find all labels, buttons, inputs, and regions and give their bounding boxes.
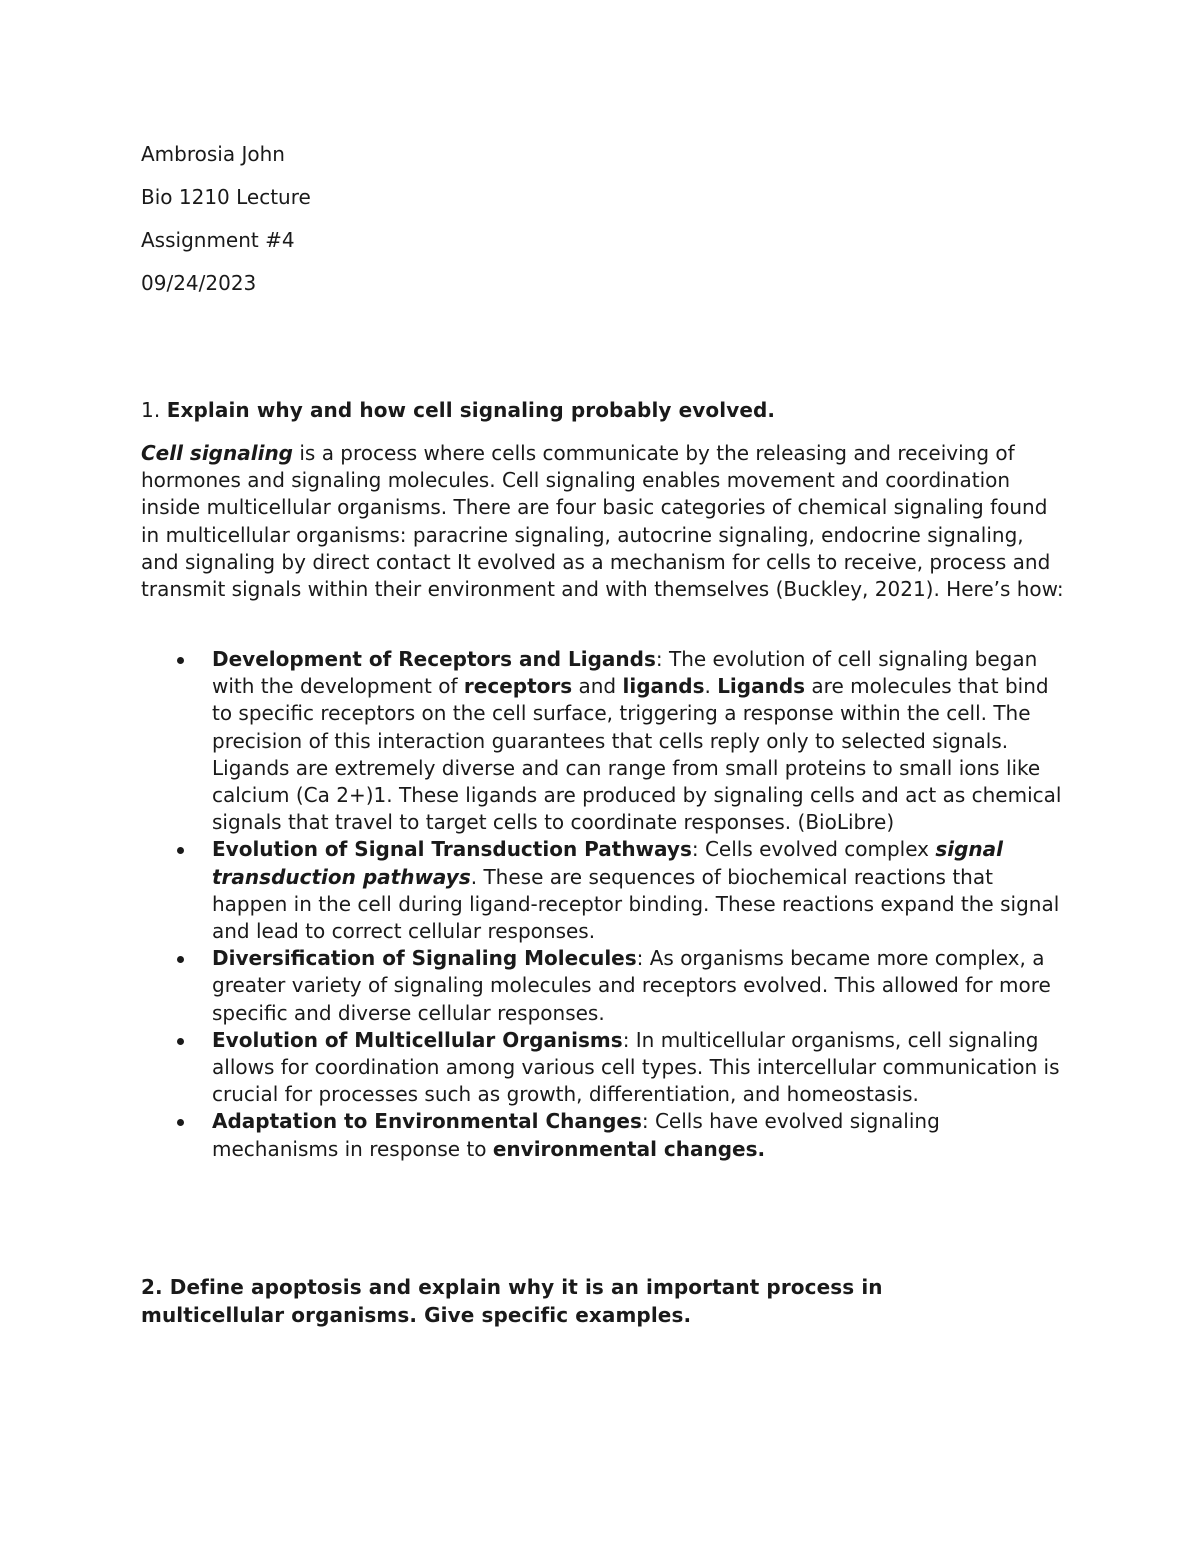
submission-date: 09/24/2023 xyxy=(141,271,257,295)
list-item xyxy=(141,945,1066,1027)
course-name: Bio 1210 Lecture xyxy=(141,185,311,209)
bullet-text: and xyxy=(572,674,623,699)
bullet-text: . xyxy=(704,674,718,699)
bullet-text: : Cells evolved complex xyxy=(691,837,936,862)
question-2-number: 2 xyxy=(141,1275,156,1299)
list-item xyxy=(141,1027,1066,1109)
bullet-icon xyxy=(177,1119,184,1126)
bullet-term: signal transduction pathways xyxy=(212,837,1004,889)
list-item xyxy=(141,836,1066,945)
bullet-term: environmental changes. xyxy=(492,1136,766,1161)
bullet-icon xyxy=(177,956,184,963)
intro-body: is a process where cells communicate by the releasing and receiving of hormones and signaling molecules. Cell signaling enables movement and coordination inside multicellular organisms. There are four basic categories of chemical signaling found in multicellular organisms: paracrine signaling, autocrine signaling, endocrine signaling, and signaling by direct contact It evolved as a mechanism for cells to receive, process and transmit signals within their environment and with themselves (Buckley, 2021). Here’s how: xyxy=(141,441,1064,602)
question-2 xyxy=(141,1273,961,1329)
list-item xyxy=(141,646,1066,836)
question-1-text: Explain why and how cell signaling probably evolved. xyxy=(166,398,776,422)
bullet-title: Evolution of Multicellular Organisms xyxy=(212,1027,623,1052)
question-1-number: 1. xyxy=(141,398,167,422)
bullet-title: Development of Receptors and Ligands xyxy=(212,647,656,671)
bullet-text: : Cells have evolved signaling mechanisms in response to xyxy=(212,1109,940,1161)
student-name: Ambrosia John xyxy=(141,142,285,166)
bullet-text: are molecules that bind to specific receptors on the cell surface, triggering a response within the cell. The precision of this interaction guarantees that cells reply only to selected signals. Ligands are extremely diverse and can range from small proteins to small ions like calcium (Ca 2+)1. These ligands are produced by signaling cells and act as chemical signals that travel to target cells to coordinate responses. (BioLibre) xyxy=(212,674,1062,835)
bullet-text: : The evolution of cell signaling began with the development of xyxy=(212,647,1038,699)
bullet-term: Ligands xyxy=(717,674,806,699)
evolution-list xyxy=(141,646,1066,1163)
bullet-title: Adaptation to Environmental Changes xyxy=(212,1109,642,1134)
bullet-icon xyxy=(177,657,184,664)
bullet-term: ligands xyxy=(622,674,705,699)
intro-paragraph xyxy=(141,440,1066,603)
bullet-text: : In multicellular organisms, cell signaling allows for coordination among various cell types. This intercellular communication is crucial for processes such as growth, differentiation, and homeostasis. xyxy=(212,1027,1060,1107)
question-1 xyxy=(141,396,1071,424)
bullet-title: Diversification of Signaling Molecules xyxy=(212,946,637,971)
assignment-title: Assignment #4 xyxy=(141,228,295,252)
bullet-text: : As organisms became more complex, a greater variety of signaling molecules and receptors evolved. This allowed for more specific and diverse cellular responses. xyxy=(212,946,1051,1025)
list-item xyxy=(141,1108,1066,1162)
bullet-icon xyxy=(177,1038,184,1045)
bullet-icon xyxy=(177,847,184,854)
bullet-text: . These are sequences of biochemical reactions that happen in the cell during ligand-receptor binding. These reactions expand the signal and lead to correct cellular responses. xyxy=(212,864,1060,944)
intro-term: Cell signaling xyxy=(141,441,293,465)
bullet-term: receptors xyxy=(463,674,573,699)
bullet-title: Evolution of Signal Transduction Pathways xyxy=(212,837,692,862)
question-2-text: . Define apoptosis and explain why it is an important process in multicellular organisms. Give specific examples. xyxy=(141,1275,883,1327)
